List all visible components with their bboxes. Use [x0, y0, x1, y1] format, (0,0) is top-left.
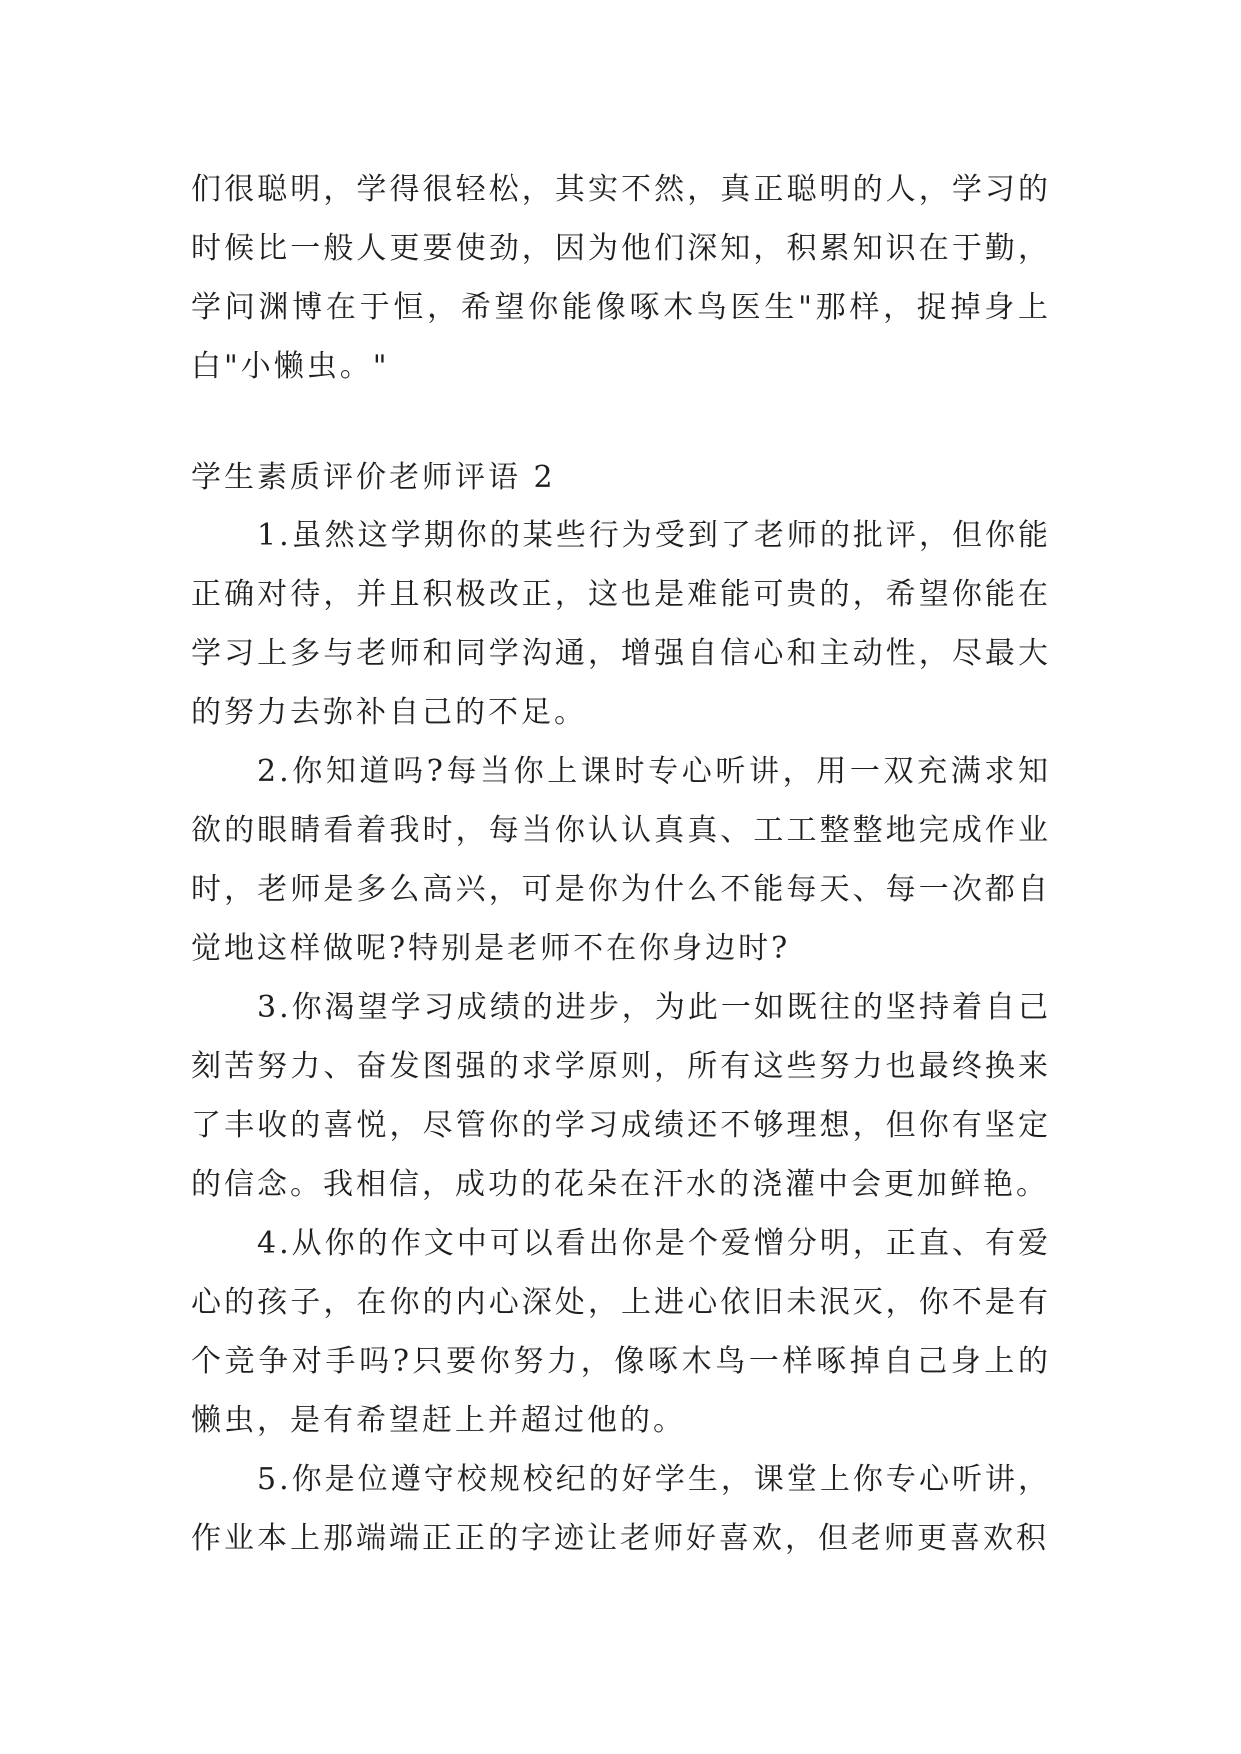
comment-item-3: 3.你渴望学习成绩的进步，为此一如既往的坚持着自己刻苦努力、奋发图强的求学原则，所有这些努力也最终换来了丰收的喜悦，尽管你的学习成绩还不够理想，但你有坚定的信念。我相信，成功的花朵在汗水的浇灌中会更加鲜艳。: [191, 990, 1051, 1202]
continuation-paragraph: 们很聪明，学得很轻松，其实不然，真正聪明的人，学习的时候比一般人更要使劲，因为他们深知，积累知识在于勤，学问渊博在于恒，希望你能像啄木鸟医生"那样，捉掉身上白"小懒虫。": [191, 172, 1051, 384]
section-title: 学生素质评价老师评语 2: [191, 460, 556, 495]
comment-item-4: 4.从你的作文中可以看出你是个爱憎分明，正直、有爱心的孩子，在你的内心深处，上进心依旧未泯灭，你不是有个竞争对手吗?只要你努力，像啄木鸟一样啄掉自己身上的懒虫，是有希望赶上并超过他的。: [191, 1226, 1051, 1438]
continuation-paragraph-block: [191, 160, 1051, 396]
section-heading-block: [191, 448, 1051, 507]
comment-item-2: 2.你知道吗?每当你上课时专心听讲，用一双充满求知欲的眼睛看着我时，每当你认认真真、工工整整地完成作业时，老师是多么高兴，可是你为什么不能每天、每一次都自觉地这样做呢?特别是老师不在你身边时?: [191, 754, 1051, 966]
comment-item-1: 1.虽然这学期你的某些行为受到了老师的批评，但你能正确对待，并且积极改正，这也是难能可贵的，希望你能在学习上多与老师和同学沟通，增强自信心和主动性，尽最大的努力去弥补自己的不足。: [191, 518, 1051, 730]
comment-item-5: 5.你是位遵守校规校纪的好学生，课堂上你专心听讲，作业本上那端端正正的字迹让老师好喜欢，但老师更喜欢积: [191, 1462, 1051, 1556]
comment-list: [191, 506, 1051, 1568]
